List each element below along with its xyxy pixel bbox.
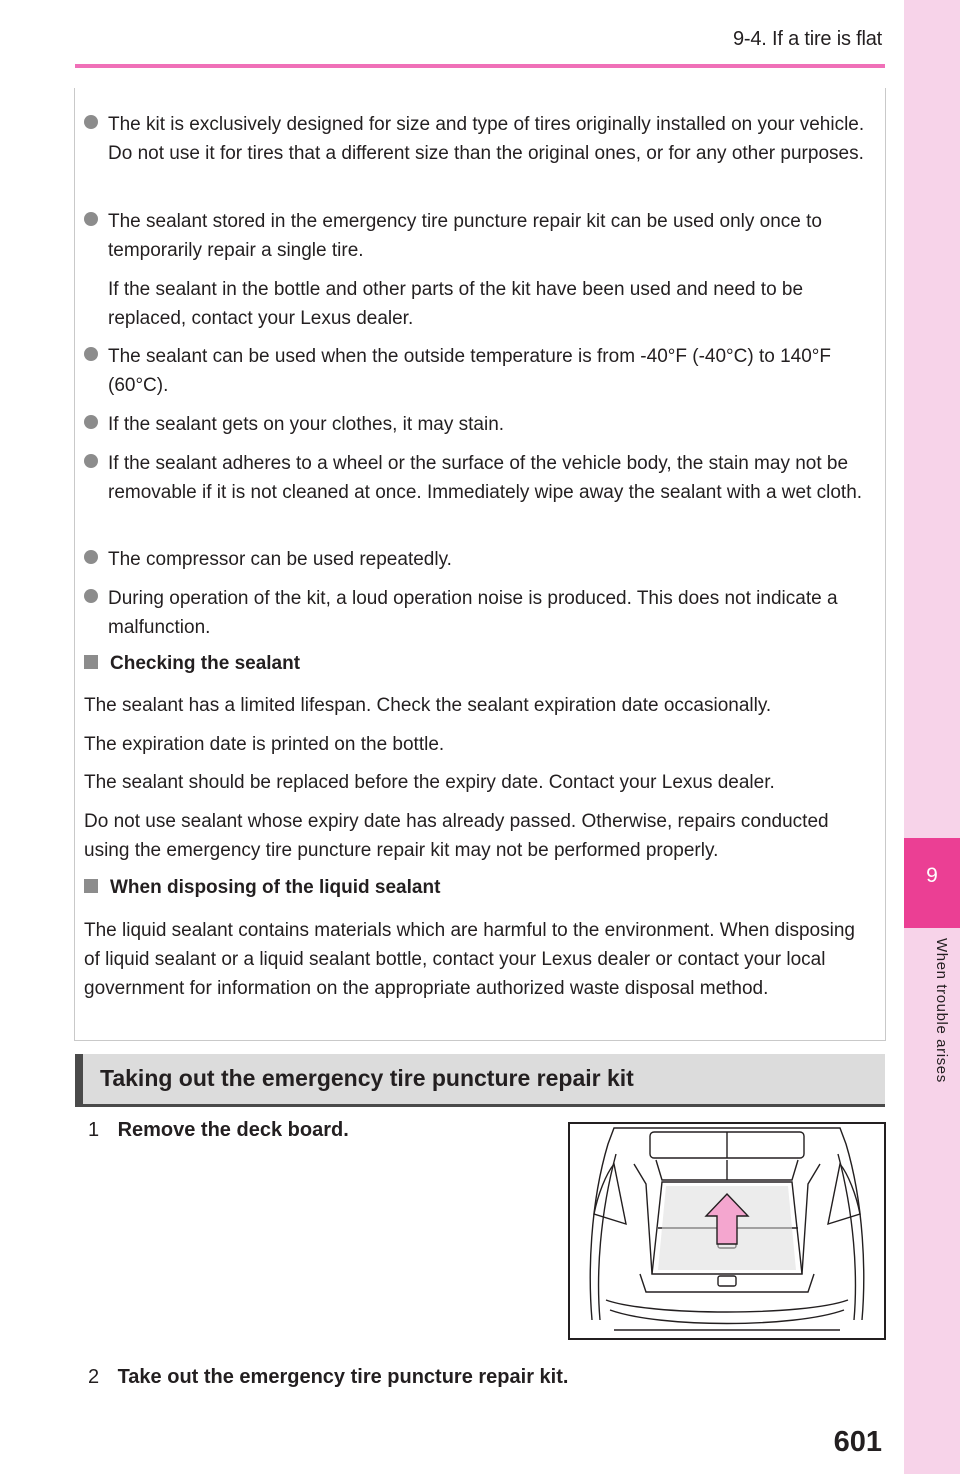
bullet-icon xyxy=(84,212,98,226)
step-number: 2 xyxy=(88,1366,100,1388)
note-text: The sealant can be used when the outside temperature is from -40°F (-40°C) to 140°F (60°C). xyxy=(108,346,831,396)
note-text: If the sealant in the bottle and other parts of the kit have been used and need to be replaced, contact your Lexus dealer. xyxy=(108,279,804,329)
note-item-continued xyxy=(84,275,874,333)
checking-paragraph: The expiration date is printed on the bottle. xyxy=(84,734,445,755)
note-item xyxy=(84,110,874,168)
disposing-heading: When disposing of the liquid sealant xyxy=(84,877,440,899)
section-title: Taking out the emergency tire puncture repair kit xyxy=(100,1065,634,1091)
step-text: Remove the deck board. xyxy=(117,1119,349,1141)
section-header xyxy=(75,1054,885,1107)
checking-paragraph: Do not use sealant whose expiry date has already passed. Otherwise, repairs conducted using the emergency tire puncture repair kit may not be performed properly. xyxy=(84,811,829,861)
step-text: Take out the emergency tire puncture repair kit. xyxy=(117,1366,569,1388)
disposing-paragraph: The liquid sealant contains materials which are harmful to the environment. When disposing of liquid sealant or a liquid sealant bottle, contact your Lexus dealer or contact your local government for information on the appropriate authorized waste disposal method. xyxy=(84,920,855,999)
note-item xyxy=(84,545,874,574)
chapter-label: When trouble arises xyxy=(933,938,950,1083)
note-text: If the sealant adheres to a wheel or the surface of the vehicle body, the stain may not be removable if it is not cleaned at once. Immediately wipe away the sealant with a wet cloth. xyxy=(108,453,863,503)
note-text: The sealant stored in the emergency tire puncture repair kit can be used only once to temporarily repair a single tire. xyxy=(108,211,822,261)
note-text: During operation of the kit, a loud operation noise is produced. This does not indicate a malfunction. xyxy=(108,588,838,638)
note-text: If the sealant gets on your clothes, it may stain. xyxy=(108,414,505,435)
chapter-side-tab xyxy=(904,0,960,1474)
chapter-number: 9 xyxy=(926,864,938,887)
note-item xyxy=(84,584,874,642)
bullet-icon xyxy=(84,415,98,429)
bullet-icon xyxy=(84,454,98,468)
bullet-icon xyxy=(84,115,98,129)
note-item xyxy=(84,449,874,507)
note-text: The compressor can be used repeatedly. xyxy=(108,549,452,570)
section-header-title: 9-4. If a tire is flat xyxy=(733,28,882,50)
square-bullet-icon xyxy=(84,655,98,669)
section-header-accent xyxy=(75,1054,83,1104)
checking-paragraph: The sealant should be replaced before the expiry date. Contact your Lexus dealer. xyxy=(84,772,775,793)
step-1 xyxy=(88,1119,349,1142)
deck-board-illustration xyxy=(568,1122,886,1340)
step-2 xyxy=(88,1366,568,1389)
bullet-icon xyxy=(84,589,98,603)
note-text: The kit is exclusively designed for size and type of tires originally installed on your vehicle. Do not use it for tires that a different size than the original ones, or for any other purposes. xyxy=(108,114,865,164)
square-bullet-icon xyxy=(84,879,98,893)
step-number: 1 xyxy=(88,1119,100,1141)
page-number: 601 xyxy=(833,1426,882,1458)
bullet-icon xyxy=(84,550,98,564)
checking-sealant-heading: Checking the sealant xyxy=(84,653,300,675)
checking-paragraph: The sealant has a limited lifespan. Check the sealant expiration date occasionally. xyxy=(84,695,772,716)
note-item xyxy=(84,207,874,265)
cargo-area-drawing xyxy=(570,1124,884,1338)
note-item xyxy=(84,410,874,439)
header-divider xyxy=(75,64,885,68)
bullet-icon xyxy=(84,347,98,361)
note-item xyxy=(84,342,874,400)
